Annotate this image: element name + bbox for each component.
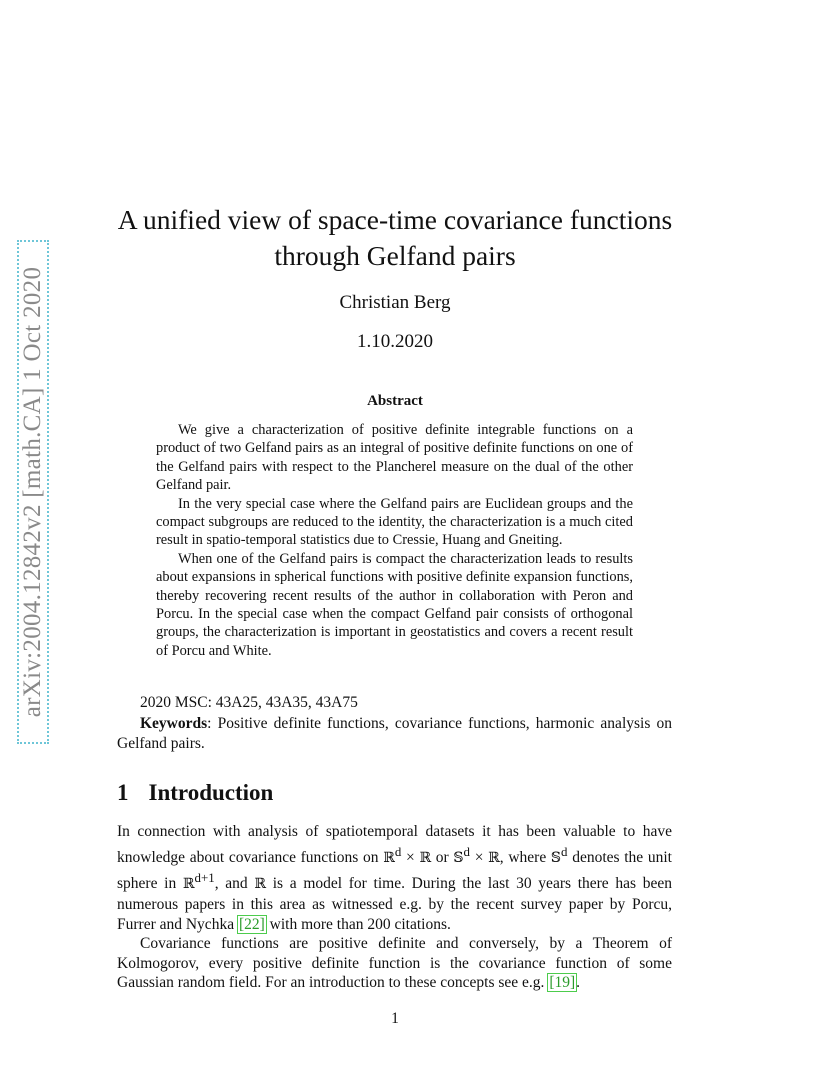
text-run: or (431, 848, 454, 866)
keywords-line (117, 714, 672, 754)
keywords-text: : Positive definite functions, covariance functions, harmonic analysis on Gelfand pairs. (117, 715, 672, 752)
text-run: , where (499, 848, 551, 866)
math-times: × (470, 848, 489, 866)
math-superscript: d (463, 843, 470, 859)
math-sphere: 𝕊 (550, 849, 562, 866)
intro-paragraph-2 (117, 934, 672, 993)
paper-title (100, 202, 690, 274)
paper-date: 1.10.2020 (357, 331, 433, 352)
math-superscript: d (561, 843, 568, 859)
abstract-paragraph-1: We give a characterization of positive definite integrable functions on a product of two Gelfand pairs as an integral of positive definite functions on one of the Gelfand pairs with respect to the Plancherel measure on the dual of the other Gelfand pair. (156, 422, 633, 494)
math-reals: ℝ (488, 849, 500, 866)
math-reals: ℝ (383, 849, 395, 866)
text-run: is a model for time. During the last 30 years there has been numerous papers in this area as witnessed e.g. by the recent survey paper by Porcu, Furrer and Nychka (117, 875, 672, 933)
arxiv-id-label: arXiv:2004.12842v2 [math.CA] 1 Oct 2020 (19, 266, 46, 718)
text-run: , and (214, 875, 255, 893)
math-superscript: d (394, 843, 402, 859)
author-name: Christian Berg (339, 292, 451, 313)
keywords-label: Keywords (140, 715, 208, 732)
citation-link-19[interactable]: [19] (549, 974, 576, 992)
intro-paragraph-1 (117, 822, 672, 934)
section-title: Introduction (148, 780, 274, 805)
section-number: 1 (117, 780, 129, 805)
math-times: × (401, 848, 420, 866)
math-sphere: 𝕊 (453, 849, 464, 866)
introduction-body (117, 822, 672, 993)
math-reals: ℝ (254, 876, 267, 893)
abstract-paragraph-2: In the very special case where the Gelfand pairs are Euclidean groups and the compact subgroups are reduced to the identity, the characterization is a much cited result in spatio-temporal statistics due to Cressie, Huang and Gneiting. (156, 495, 633, 549)
title-line-2: through Gelfand pairs (274, 240, 516, 271)
msc-classification: 2020 MSC: 43A25, 43A35, 43A75 (140, 694, 358, 711)
citation-link-22[interactable]: [22] (238, 915, 265, 933)
title-line-1: A unified view of space-time covariance functions (117, 204, 673, 235)
math-reals: ℝ (419, 849, 432, 866)
arxiv-sidebar-stamp[interactable] (17, 240, 49, 744)
text-run: . (576, 974, 581, 992)
math-superscript: d+1 (194, 870, 215, 886)
section-heading-introduction (117, 780, 273, 806)
text-run: In connection with analysis of spatiotemporal datasets it has been valuable to have knowledge about covariance functions on (117, 823, 672, 866)
abstract-body (156, 421, 633, 660)
math-reals: ℝ (182, 876, 195, 893)
text-run: denotes the unit sphere in (117, 848, 672, 893)
text-run: Covariance functions are positive definite and conversely, by a Theorem of Kolmogorov, every positive definite function is the covariance function of some Gaussian random field. For an introduction to these concepts see e.g. (117, 935, 672, 992)
abstract-paragraph-3: When one of the Gelfand pairs is compact the characterization leads to results about expansions in spherical functions with positive definite expansion functions, thereby recovering recent results of the author in collaboration with Peron and Porcu. In the special case when the compact Gelfand pair consists of orthogonal groups, the characterization is important in geostatistics and covers a recent result of Porcu and White. (156, 550, 633, 659)
abstract-heading: Abstract (367, 393, 423, 409)
text-run: with more than 200 citations. (265, 915, 451, 933)
page-number: 1 (391, 1010, 399, 1027)
